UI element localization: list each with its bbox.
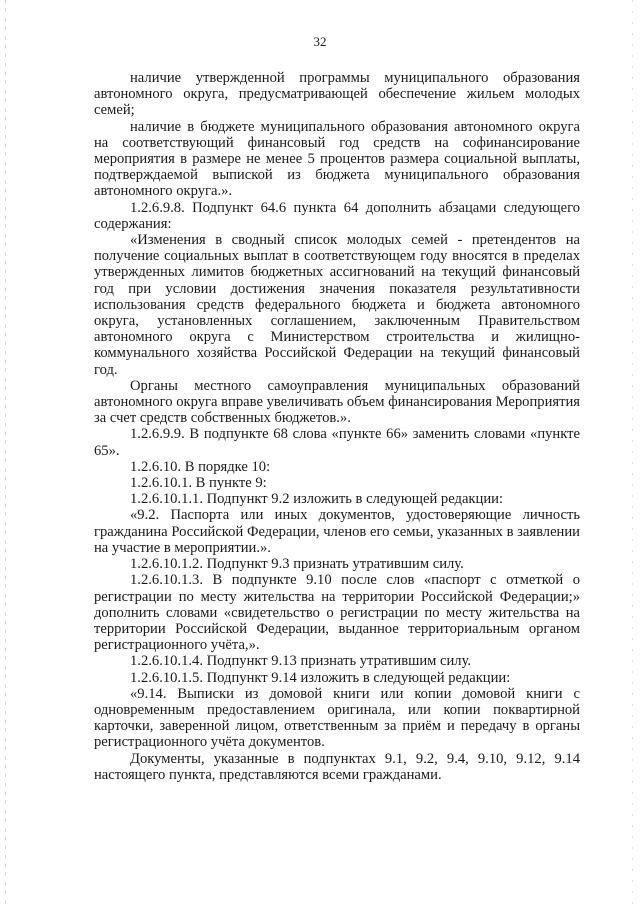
paragraph: 1.2.6.10.1.4. Подпункт 9.13 признать утратившим силу.: [130, 653, 472, 670]
paragraph: 1.2.6.10.1.2. Подпункт 9.3 признать утратившим силу.: [130, 556, 464, 573]
paragraph: 1.2.6.10.1.1. Подпункт 9.2 изложить в следующей редакции:: [130, 491, 503, 508]
paragraph: наличие в бюджете муниципального образования автономного округа на соответствующий финансовый год средств на софинансирование мероприятия в размере не менее 5 процентов размера социальной выплаты, подтверждаемой выпиской из бюджета муниципального образования автономного округа.».: [94, 118, 580, 200]
scan-edge-left: [5, 0, 6, 905]
paragraph: 1.2.6.10.1.3. В подпункте 9.10 после слов «паспорт с отметкой о регистрации по месту жительства на территории Российской Федерации;» дополнить словами «свидетельство о регистрации по месту жительства на территории Российской Федерации, выданное территориальным органом регистрационного учёта,».: [94, 572, 580, 654]
page-number: 32: [313, 34, 327, 49]
paragraph: Органы местного самоуправления муниципальных образований автономного округа вправе увеличивать объем финансирования Мероприятия за счет средств собственных бюджетов.».: [94, 377, 580, 427]
paragraph: Документы, указанные в подпунктах 9.1, 9.2, 9.4, 9.10, 9.12, 9.14 настоящего пункта, представляются всеми гражданами.: [94, 750, 580, 783]
paragraph: «9.14. Выписки из домовой книги или копии домовой книги с одновременным предоставлением оригинала, или копии поквартирной карточки, заверенной лицом, ответственным за приём и передачу в органы регистрационного учёта документов.: [94, 685, 580, 751]
document-body: [94, 70, 580, 783]
paragraph: 1.2.6.9.8. Подпункт 64.6 пункта 64 дополнить абзацами следующего содержания:: [94, 199, 580, 232]
scan-edge-right: [632, 0, 633, 905]
paragraph: 1.2.6.10. В порядке 10:: [130, 458, 271, 475]
paragraph: 1.2.6.9.9. В подпункте 68 слова «пункте 66» заменить словами «пункте 65».: [94, 426, 580, 459]
paragraph: «Изменения в сводный список молодых семей - претендентов на получение социальных выплат в соответствующем году вносятся в пределах утвержденных лимитов бюджетных ассигнований на текущий финансовый год при условии достижения значения показателя результативности использования средств федерального бюджета и бюджета автономного округа, установленных соглашением, заключенным Правительством автономного округа с Министерством строительства и жилищно-коммунального хозяйства Российской Федерации на текущий финансовый год.: [94, 232, 580, 378]
paragraph: 1.2.6.10.1.5. Подпункт 9.14 изложить в следующей редакции:: [130, 669, 511, 686]
paragraph: наличие утвержденной программы муниципального образования автономного округа, предусматривающей обеспечение жильем молодых семей;: [94, 70, 580, 119]
paragraph: 1.2.6.10.1. В пункте 9:: [130, 475, 267, 492]
paragraph: «9.2. Паспорта или иных документов, удостоверяющие личность гражданина Российской Федерации, членов его семьи, указанных в заявлении на участие в мероприятии.».: [94, 507, 580, 556]
